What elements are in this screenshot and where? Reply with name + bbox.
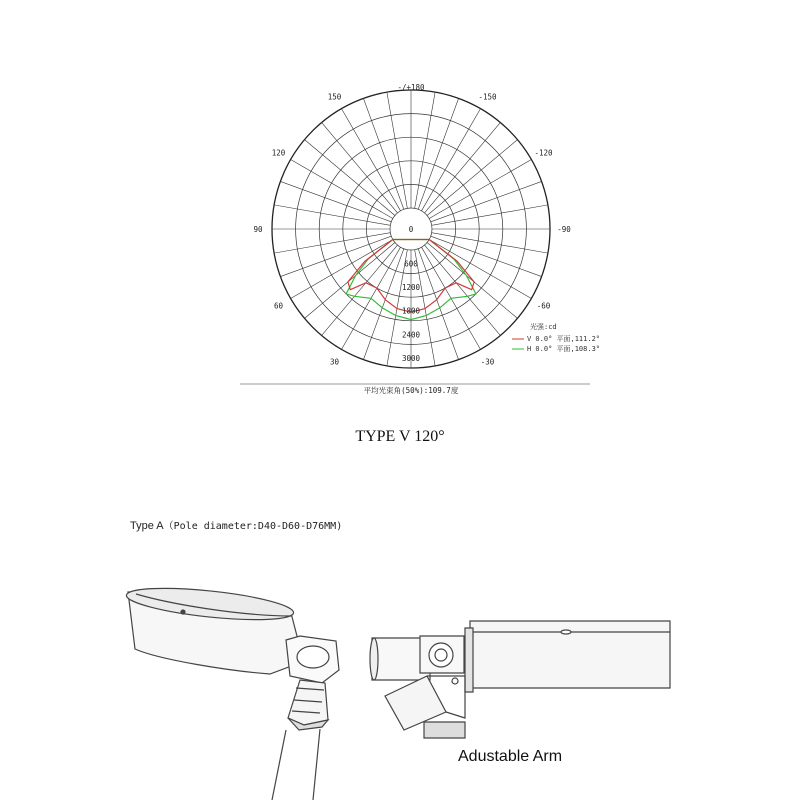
luminaire-drawing-right (370, 621, 670, 738)
luminaire-drawing-left (125, 582, 339, 800)
legend-v-plane: V 0.0° 平面,111.2° (527, 335, 601, 343)
legend (512, 322, 600, 353)
angle-label: 90 (253, 225, 263, 234)
angle-label: 60 (273, 301, 284, 311)
mounting-type-lead: Type A (130, 520, 164, 532)
angle-label: 120 (271, 148, 286, 158)
angle-label: -90 (557, 225, 571, 234)
ring-value-label: 1800 (401, 306, 421, 316)
ring-value-label: 3000 (401, 353, 421, 363)
angle-label: 150 (327, 92, 342, 102)
center-value-label: 0 (408, 225, 414, 234)
beam-angle-footnote: 平均光束角(50%):109.7度 (363, 386, 459, 395)
ring-value-label: 1200 (401, 283, 421, 293)
angle-label: -120 (534, 148, 553, 158)
ring-value-label: 600 (404, 259, 418, 269)
angle-label: 30 (329, 357, 340, 367)
distribution-type-title: TYPE V 120° (355, 428, 445, 445)
mounting-type-caption (130, 517, 342, 532)
legend-title: 光强:cd (530, 323, 557, 331)
angle-label: -30 (480, 357, 495, 367)
legend-h-plane: H 0.0° 平面,108.3° (527, 345, 601, 353)
angle-label: -150 (478, 92, 497, 102)
adjustable-arm-label: Adustable Arm (458, 748, 563, 765)
pole-diameter-spec: （Pole diameter:D40-D60-D76MM) (163, 521, 343, 532)
angle-label: -60 (536, 301, 551, 311)
top-angle-label: -/+180 (397, 83, 425, 92)
ring-value-label: 2400 (401, 330, 421, 340)
